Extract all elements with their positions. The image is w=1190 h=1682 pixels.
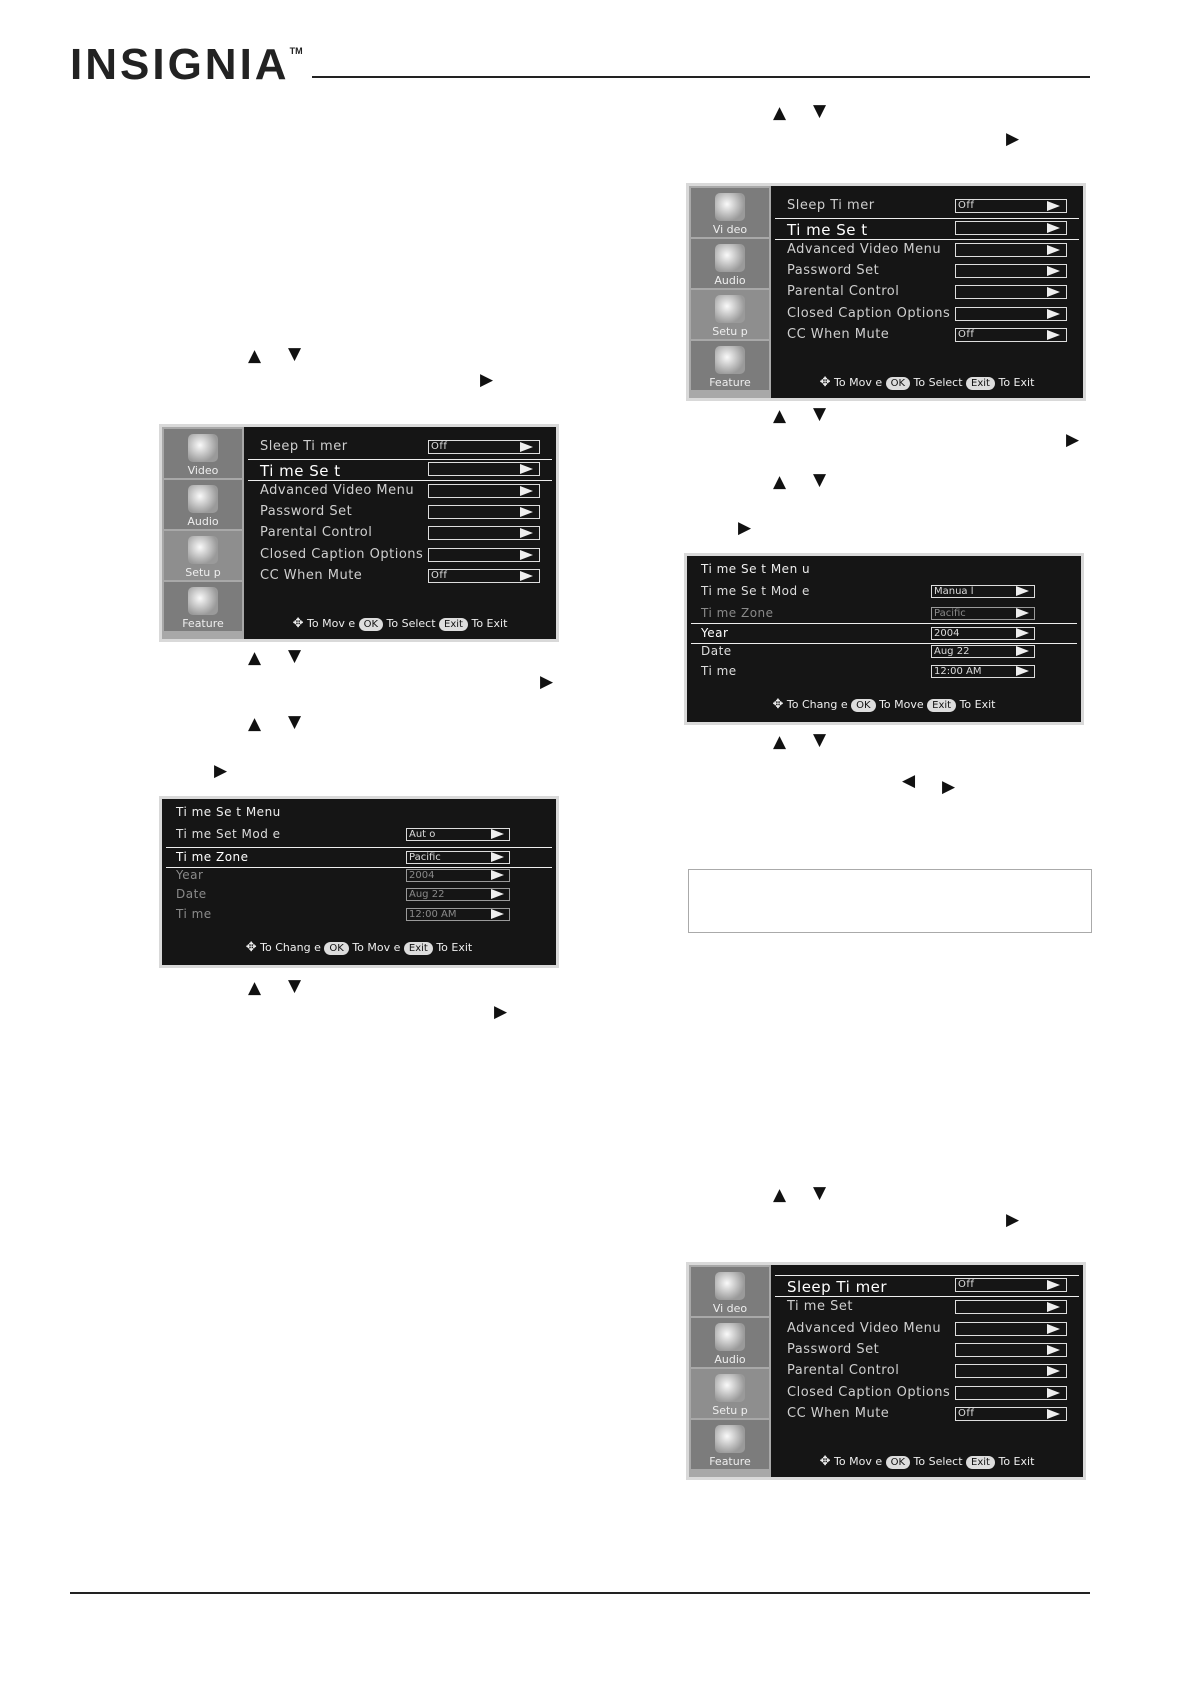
menu-item-value[interactable]: [428, 548, 540, 562]
tab-audio[interactable]: Audio: [164, 480, 242, 529]
menu-item[interactable]: [775, 196, 1079, 216]
menu-item[interactable]: [775, 240, 1079, 260]
move-icon: ✥: [292, 616, 304, 631]
feature-icon: [715, 346, 745, 374]
menu-title: Ti me Se t Menu: [176, 805, 281, 819]
menu-item-value[interactable]: Off: [955, 199, 1067, 213]
menu-item-label: Ti me Se t: [787, 221, 868, 239]
menu-item[interactable]: [775, 218, 1079, 240]
down-arrow-icon: ▼: [813, 101, 827, 121]
menu-item[interactable]: [775, 325, 1079, 345]
menu-item-value[interactable]: [428, 505, 540, 519]
menu-item[interactable]: [775, 1297, 1079, 1317]
menu-item[interactable]: [775, 1340, 1079, 1360]
time-set-label: Year: [701, 626, 729, 640]
menu-item-label: Sleep Ti mer: [787, 1278, 888, 1296]
menu-sidebar: [689, 186, 771, 398]
time-set-label: Ti me: [176, 907, 212, 921]
menu-footer: ✥ To Chang e OK To Move Exit To Exit: [772, 697, 996, 712]
time-set-value[interactable]: Manua l: [931, 585, 1035, 598]
right-arrow-icon: ▶: [942, 777, 956, 797]
menu-item[interactable]: [775, 1361, 1079, 1381]
menu-item-label: Ti me Se t: [260, 462, 341, 480]
up-arrow-icon: ▲: [773, 1185, 787, 1205]
right-arrow-icon: ▶: [540, 672, 554, 692]
note-box: [688, 869, 1092, 933]
right-arrow-icon: ▶: [480, 370, 494, 390]
menu-item-label: Password Set: [260, 504, 353, 519]
time-set-label: Date: [701, 644, 732, 658]
menu-item-value[interactable]: [428, 526, 540, 540]
menu-item-value[interactable]: [955, 285, 1067, 299]
menu-item-value[interactable]: [955, 1343, 1067, 1357]
menu-item[interactable]: [775, 261, 1079, 281]
time-set-row[interactable]: [691, 604, 1077, 623]
menu-item-value[interactable]: Off: [428, 440, 540, 454]
menu-item[interactable]: [775, 1275, 1079, 1297]
menu-item[interactable]: [248, 437, 552, 457]
menu-item-label: Closed Caption Options: [787, 306, 951, 321]
menu-item-label: Advanced Video Menu: [787, 1321, 942, 1336]
menu-item-value[interactable]: [955, 1322, 1067, 1336]
time-set-value[interactable]: Aut o: [406, 828, 510, 841]
move-icon: ✥: [245, 940, 257, 955]
menu-item-value[interactable]: Off: [955, 328, 1067, 342]
time-set-label: Ti me Zone: [176, 850, 249, 864]
down-arrow-icon: ▼: [813, 1183, 827, 1203]
down-arrow-icon: ▼: [813, 470, 827, 490]
feature-icon: [715, 1425, 745, 1453]
menu-item-value[interactable]: Off: [955, 1407, 1067, 1421]
up-arrow-icon: ▲: [248, 978, 262, 998]
time-set-value[interactable]: Pacific: [406, 851, 510, 864]
setup-menu-screen: [159, 424, 559, 642]
up-arrow-icon: ▲: [773, 472, 787, 492]
menu-item[interactable]: [248, 459, 552, 481]
time-set-menu-screen: [159, 796, 559, 968]
speaker-icon: [715, 244, 745, 272]
tab-setup[interactable]: Setu p: [164, 531, 242, 580]
time-set-row[interactable]: [691, 662, 1077, 681]
menu-item[interactable]: [775, 1319, 1079, 1339]
menu-item[interactable]: [248, 566, 552, 586]
move-icon: ✥: [772, 697, 784, 712]
menu-footer: ✥ To Chang e OK To Mov e Exit To Exit: [245, 940, 473, 955]
menu-item-label: Closed Caption Options: [260, 547, 424, 562]
right-arrow-icon: ▶: [1006, 129, 1020, 149]
menu-sidebar: [689, 1265, 771, 1477]
tab-video[interactable]: Vi deo: [691, 1267, 769, 1316]
up-arrow-icon: ▲: [773, 732, 787, 752]
time-set-label: Year: [176, 868, 204, 882]
tab-video[interactable]: Vi deo: [691, 188, 769, 237]
menu-item-label: Password Set: [787, 1342, 880, 1357]
setup-icon: [188, 536, 218, 564]
time-set-value[interactable]: 2004: [931, 627, 1035, 640]
tab-video[interactable]: Video: [164, 429, 242, 478]
tab-audio[interactable]: Audio: [691, 1318, 769, 1367]
right-arrow-icon: ▶: [214, 761, 228, 781]
menu-item[interactable]: [248, 523, 552, 543]
up-arrow-icon: ▲: [773, 103, 787, 123]
menu-item-label: Advanced Video Menu: [260, 483, 415, 498]
menu-item[interactable]: [248, 481, 552, 501]
left-arrow-icon: ◀: [902, 771, 916, 791]
down-arrow-icon: ▼: [813, 404, 827, 424]
down-arrow-icon: ▼: [813, 730, 827, 750]
time-set-row[interactable]: [166, 825, 552, 844]
menu-sidebar: [162, 427, 244, 639]
down-arrow-icon: ▼: [288, 646, 302, 666]
video-icon: [188, 434, 218, 462]
menu-item-label: CC When Mute: [787, 327, 890, 342]
menu-item-label: Parental Control: [260, 525, 373, 540]
menu-item-label: Advanced Video Menu: [787, 242, 942, 257]
down-arrow-icon: ▼: [288, 712, 302, 732]
menu-item-value[interactable]: [955, 264, 1067, 278]
setup-menu-screen: [686, 1262, 1086, 1480]
tab-setup[interactable]: Setu p: [691, 290, 769, 339]
speaker-icon: [715, 1323, 745, 1351]
menu-item-value[interactable]: [955, 1364, 1067, 1378]
menu-item-value[interactable]: [955, 307, 1067, 321]
time-set-value[interactable]: 2004: [406, 869, 510, 882]
time-set-label: Ti me Set Mod e: [176, 827, 281, 841]
tab-audio[interactable]: Audio: [691, 239, 769, 288]
down-arrow-icon: ▼: [288, 344, 302, 364]
move-icon: ✥: [819, 1454, 831, 1469]
right-arrow-icon: ▶: [738, 518, 752, 538]
time-set-value[interactable]: 12:00 AM: [931, 665, 1035, 678]
menu-item-label: Ti me Set: [787, 1299, 853, 1314]
menu-item-label: CC When Mute: [787, 1406, 890, 1421]
tab-feature[interactable]: Feature: [691, 1420, 769, 1469]
time-set-row[interactable]: [166, 866, 552, 885]
menu-item[interactable]: [248, 502, 552, 522]
menu-item-label: Sleep Ti mer: [260, 439, 348, 454]
video-icon: [715, 193, 745, 221]
menu-item-label: CC When Mute: [260, 568, 363, 583]
feature-icon: [188, 587, 218, 615]
menu-item-value[interactable]: [955, 221, 1067, 235]
video-icon: [715, 1272, 745, 1300]
menu-item-value[interactable]: [428, 484, 540, 498]
footer-rule: [70, 1592, 1090, 1594]
time-set-row[interactable]: [691, 642, 1077, 661]
header-rule: [312, 76, 1090, 78]
time-set-row[interactable]: [166, 905, 552, 924]
up-arrow-icon: ▲: [773, 406, 787, 426]
time-set-row[interactable]: [166, 885, 552, 904]
menu-item-value[interactable]: Off: [955, 1278, 1067, 1292]
move-icon: ✥: [819, 375, 831, 390]
menu-item-value[interactable]: [955, 1300, 1067, 1314]
time-set-label: Date: [176, 887, 207, 901]
time-set-value[interactable]: Aug 22: [931, 645, 1035, 658]
menu-item[interactable]: [248, 545, 552, 565]
menu-item-label: Parental Control: [787, 284, 900, 299]
up-arrow-icon: ▲: [248, 714, 262, 734]
time-set-value[interactable]: Pacific: [931, 607, 1035, 620]
menu-title: Ti me Se t Men u: [701, 562, 811, 576]
tab-feature[interactable]: Feature: [691, 341, 769, 390]
menu-item[interactable]: [775, 304, 1079, 324]
menu-footer: ✥ To Mov e OK To Select Exit To Exit: [292, 616, 508, 631]
time-set-row[interactable]: [691, 582, 1077, 601]
menu-item-label: Closed Caption Options: [787, 1385, 951, 1400]
down-arrow-icon: ▼: [288, 976, 302, 996]
time-set-label: Ti me Zone: [701, 606, 774, 620]
menu-item-value[interactable]: [955, 1386, 1067, 1400]
up-arrow-icon: ▲: [248, 346, 262, 366]
menu-footer: ✥ To Mov e OK To Select Exit To Exit: [819, 375, 1035, 390]
setup-icon: [715, 1374, 745, 1402]
insignia-logo: INSIGNIA™: [70, 40, 303, 89]
time-set-label: Ti me Se t Mod e: [701, 584, 810, 598]
right-arrow-icon: ▶: [494, 1002, 508, 1022]
right-arrow-icon: ▶: [1066, 430, 1080, 450]
time-set-value[interactable]: 12:00 AM: [406, 908, 510, 921]
time-set-menu-screen: [684, 553, 1084, 725]
setup-icon: [715, 295, 745, 323]
tab-setup[interactable]: Setu p: [691, 1369, 769, 1418]
up-arrow-icon: ▲: [248, 648, 262, 668]
tab-feature[interactable]: Feature: [164, 582, 242, 631]
menu-item[interactable]: [775, 1383, 1079, 1403]
menu-item-value[interactable]: [428, 462, 540, 476]
menu-item-label: Password Set: [787, 263, 880, 278]
menu-item-label: Parental Control: [787, 1363, 900, 1378]
time-set-row[interactable]: [166, 847, 552, 868]
menu-item-label: Sleep Ti mer: [787, 198, 875, 213]
speaker-icon: [188, 485, 218, 513]
menu-item[interactable]: [775, 1404, 1079, 1424]
menu-item[interactable]: [775, 282, 1079, 302]
menu-item-value[interactable]: Off: [428, 569, 540, 583]
time-set-label: Ti me: [701, 664, 737, 678]
setup-menu-screen: [686, 183, 1086, 401]
time-set-row[interactable]: [691, 623, 1077, 644]
time-set-value[interactable]: Aug 22: [406, 888, 510, 901]
right-arrow-icon: ▶: [1006, 1210, 1020, 1230]
menu-footer: ✥ To Mov e OK To Select Exit To Exit: [819, 1454, 1035, 1469]
menu-item-value[interactable]: [955, 243, 1067, 257]
